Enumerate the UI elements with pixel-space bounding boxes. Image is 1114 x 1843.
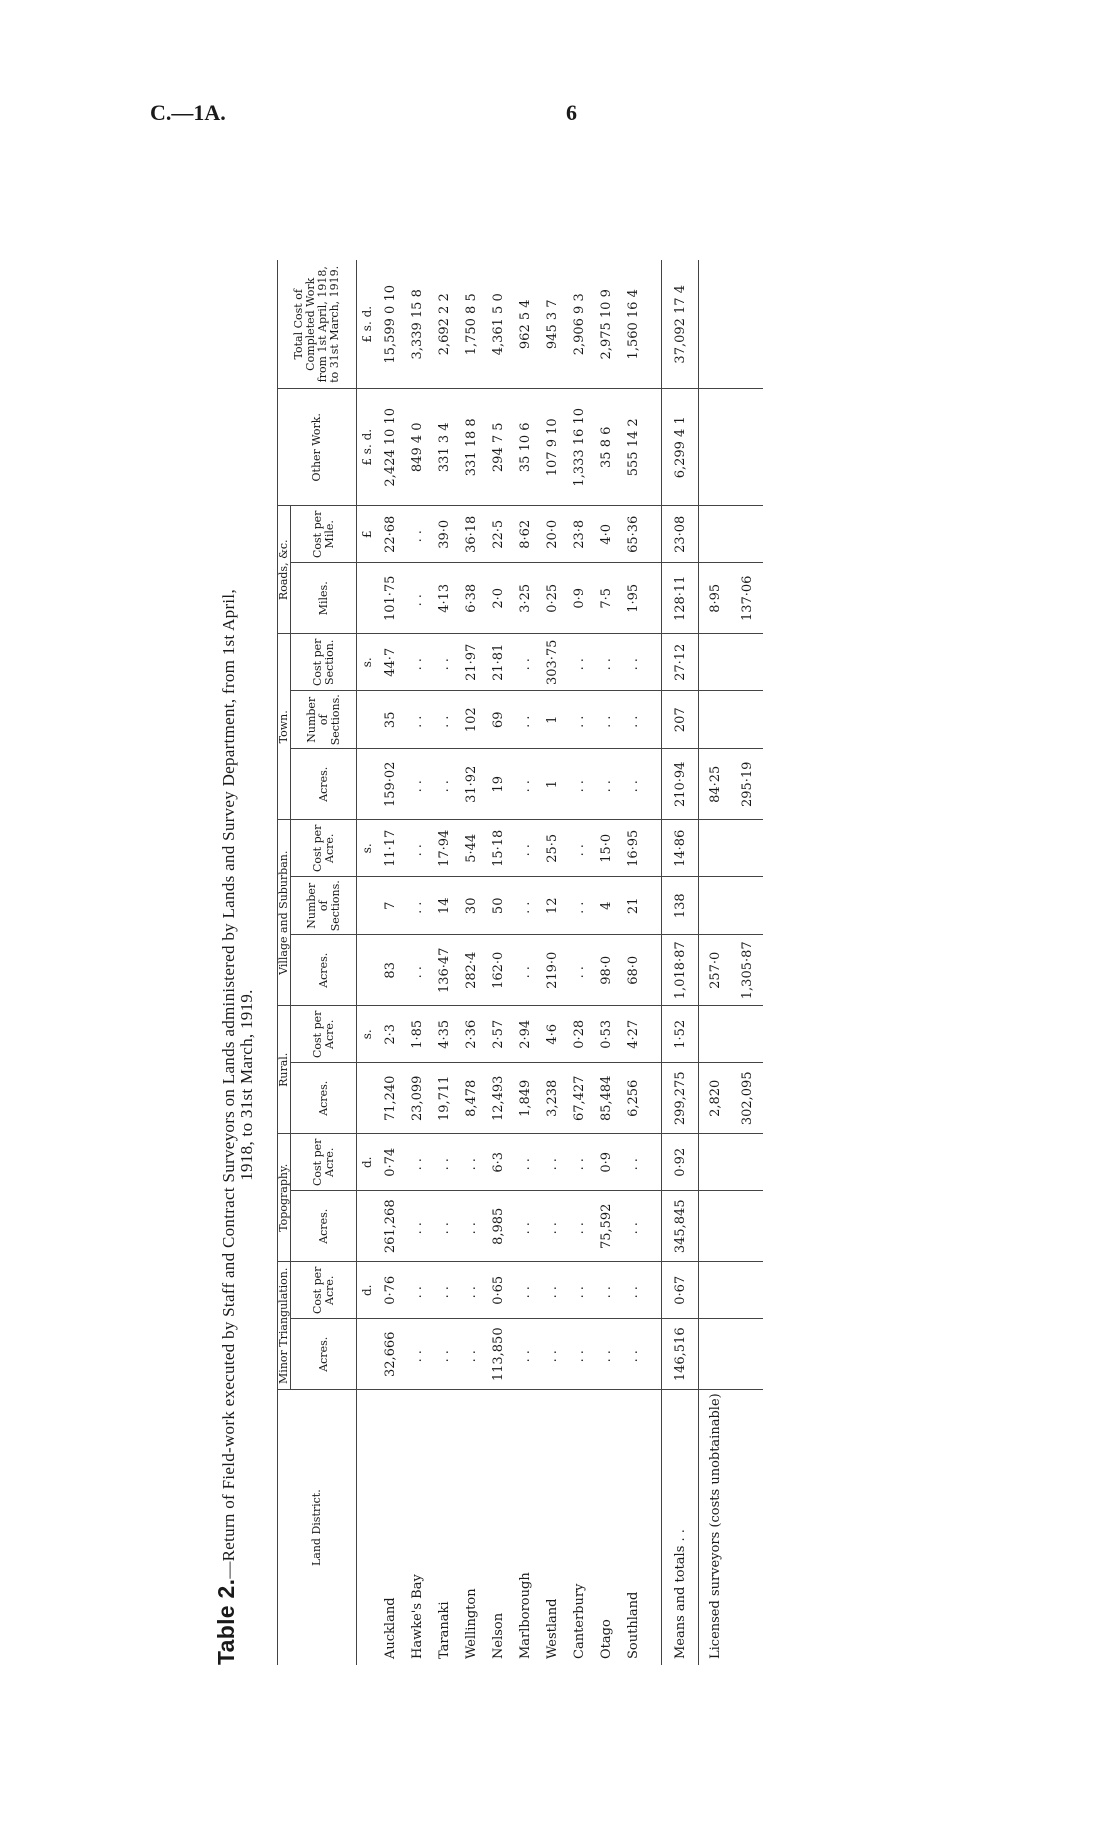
district-name: Wellington (464, 1588, 479, 1659)
col-acres: Acres. (291, 1191, 357, 1262)
table-cell: 331 3 4 (431, 389, 458, 506)
table-cell: 3,238 (539, 1063, 566, 1134)
spacer-cell (647, 877, 662, 935)
empty-cell (731, 1262, 763, 1319)
table-cell: 22·5 (485, 506, 512, 563)
table-cell: .. (431, 691, 458, 749)
table-cell: 2,906 9 3 (566, 260, 593, 389)
table-cell: .. (404, 877, 431, 935)
page-number: 6 (566, 100, 577, 125)
table-label: Table 2. (213, 1578, 239, 1665)
unit-label: s. (357, 820, 378, 877)
table-cell: 15,599 0 10 (377, 260, 404, 389)
table-cell: 1,560 16 4 (620, 260, 647, 389)
table-cell: 71,240 (377, 1063, 404, 1134)
table-cell: 4·35 (431, 1006, 458, 1063)
table-cell: 282·4 (458, 935, 485, 1006)
table-cell: 849 4 0 (404, 389, 431, 506)
empty-cell (731, 389, 763, 506)
table-cell: 21 (620, 877, 647, 935)
table-cell: .. (539, 1134, 566, 1191)
licensed-cell: 8·95 (699, 563, 732, 634)
table-row (566, 260, 593, 1665)
empty-cell (731, 634, 763, 691)
table-cell: 16·95 (620, 820, 647, 877)
table-cell: 4·0 (593, 506, 620, 563)
table-cell: .. (566, 1262, 593, 1319)
table-cell: .. (539, 1191, 566, 1262)
spacer-cell (647, 260, 662, 389)
table-cell: 8,985 (485, 1191, 512, 1262)
district-name: Southland (626, 1591, 641, 1659)
grand-total-row (731, 260, 763, 1665)
table-cell: 15·18 (485, 820, 512, 877)
table-cell: .. (620, 634, 647, 691)
spacer-cell (647, 563, 662, 634)
table-cell: 159·02 (377, 749, 404, 820)
table-cell: 12 (539, 877, 566, 935)
table-cell: .. (404, 1134, 431, 1191)
unit-label: £ (357, 506, 378, 563)
spacer-cell (647, 1390, 662, 1665)
spacer-cell (647, 634, 662, 691)
table-cell: 2,692 2 2 (431, 260, 458, 389)
district-name: Nelson (491, 1612, 506, 1659)
table-cell: 2,424 10 10 (377, 389, 404, 506)
col-acres: Acres. (291, 935, 357, 1006)
col-cost-per-mile: Cost per Mile. (291, 506, 357, 563)
table-cell: .. (593, 1319, 620, 1390)
table-cell: .. (512, 749, 539, 820)
col-cost-per-acre: Cost per Acre. (291, 1134, 357, 1191)
table-cell: .. (458, 1319, 485, 1390)
col-cost-per-section: Cost per Section. (291, 634, 357, 691)
table-cell: 0·28 (566, 1006, 593, 1063)
table-cell: 2·57 (485, 1006, 512, 1063)
spacer-cell (647, 1134, 662, 1191)
table-cell: .. (620, 749, 647, 820)
table-cell: .. (620, 691, 647, 749)
table-cell: 69 (485, 691, 512, 749)
table-cell: 0·9 (593, 1134, 620, 1191)
table-cell: 0·74 (377, 1134, 404, 1191)
spacer-cell (647, 1191, 662, 1262)
table-cell: .. (566, 1191, 593, 1262)
table-cell: .. (566, 749, 593, 820)
table-cell: 4,361 5 0 (485, 260, 512, 389)
spacer-cell (647, 389, 662, 506)
total-cell: 345,845 (662, 1191, 699, 1262)
table-cell: 261,268 (377, 1191, 404, 1262)
table-cell: .. (431, 1134, 458, 1191)
district-name: Marlborough (518, 1572, 533, 1659)
district-name: Westland (545, 1598, 560, 1659)
total-cell: 210·94 (662, 749, 699, 820)
table-cell: .. (404, 749, 431, 820)
table-cell: 21·97 (458, 634, 485, 691)
table-cell: .. (431, 1319, 458, 1390)
total-cell: 146,516 (662, 1319, 699, 1390)
total-cell: 37,092 17 4 (662, 260, 699, 389)
table-cell: 12,493 (485, 1063, 512, 1134)
table-cell: .. (566, 634, 593, 691)
total-cell: 0·67 (662, 1262, 699, 1319)
table-cell: 303·75 (539, 634, 566, 691)
table-cell: 162·0 (485, 935, 512, 1006)
table-cell: 1·85 (404, 1006, 431, 1063)
table-cell: 6,256 (620, 1063, 647, 1134)
doc-ref: C.—1A. (150, 100, 226, 125)
table-cell: 21·81 (485, 634, 512, 691)
table-cell: .. (566, 691, 593, 749)
table-row (620, 260, 647, 1665)
empty-cell (699, 820, 732, 877)
empty-cell (699, 1262, 732, 1319)
unit-label: £ s. d. (357, 260, 378, 389)
grand-total-cell: 1,305·87 (731, 935, 763, 1006)
table-cell: 83 (377, 935, 404, 1006)
totals-label: Means and totals . . (662, 1390, 699, 1665)
table-row (485, 260, 512, 1665)
table-cell: .. (593, 749, 620, 820)
col-topography: Topography. (278, 1134, 291, 1262)
table-cell: 39·0 (431, 506, 458, 563)
col-acres: Acres. (291, 1319, 357, 1390)
table-cell: 23,099 (404, 1063, 431, 1134)
spacer-cell (647, 1319, 662, 1390)
total-cell: 6,299 4 1 (662, 389, 699, 506)
licensed-cell: 2,820 (699, 1063, 732, 1134)
empty-cell (731, 506, 763, 563)
spacer-cell (647, 1262, 662, 1319)
table-cell: 101·75 (377, 563, 404, 634)
table-cell: 0·76 (377, 1262, 404, 1319)
table-cell: 11·17 (377, 820, 404, 877)
table-cell: .. (593, 634, 620, 691)
table-cell: 945 3 7 (539, 260, 566, 389)
table-cell: .. (458, 1262, 485, 1319)
table-row (539, 260, 566, 1665)
table-row (458, 260, 485, 1665)
col-cost-per-acre: Cost per Acre. (291, 1006, 357, 1063)
table-cell: .. (620, 1134, 647, 1191)
table-cell: .. (458, 1191, 485, 1262)
grand-total-cell: 295·19 (731, 749, 763, 820)
table-cell: .. (431, 1262, 458, 1319)
table-cell: 6·38 (458, 563, 485, 634)
table-cell: 555 14 2 (620, 389, 647, 506)
spacer-cell (647, 1006, 662, 1063)
table-cell: 85,484 (593, 1063, 620, 1134)
empty-cell (699, 506, 732, 563)
table-cell: 1·95 (620, 563, 647, 634)
table-cell: .. (512, 1134, 539, 1191)
table-cell: .. (566, 1319, 593, 1390)
table-row (377, 260, 404, 1665)
total-cell: 1,018·87 (662, 935, 699, 1006)
empty-cell (731, 1319, 763, 1390)
table-cell: 2·36 (458, 1006, 485, 1063)
table-cell: 98·0 (593, 935, 620, 1006)
table-cell: .. (566, 820, 593, 877)
rotated-table-page (215, 65, 1114, 1665)
table-cell: 25·5 (539, 820, 566, 877)
unit-label: d. (357, 1134, 378, 1191)
totals-row (662, 260, 699, 1665)
table-cell: 14 (431, 877, 458, 935)
table-cell: 35 10 6 (512, 389, 539, 506)
table-cell: 67,427 (566, 1063, 593, 1134)
table-cell: 3,339 15 8 (404, 260, 431, 389)
table-cell: 20·0 (539, 506, 566, 563)
table-cell: 0·65 (485, 1262, 512, 1319)
table-cell: 15·0 (593, 820, 620, 877)
table-cell: 5·44 (458, 820, 485, 877)
empty-cell (731, 691, 763, 749)
empty-cell (731, 1191, 763, 1262)
table-row (431, 260, 458, 1665)
col-minor-triangulation: Minor Triangulation. (278, 1262, 291, 1390)
table-row (512, 260, 539, 1665)
table-cell: 8,478 (458, 1063, 485, 1134)
col-total-cost: Total Cost of Completed Work from 1st April, 1918, to 31st March, 1919. (278, 260, 357, 389)
table-cell: 102 (458, 691, 485, 749)
district-name: Canterbury (572, 1583, 587, 1659)
col-number-of-sections: Number of Sections. (291, 877, 357, 935)
empty-cell (699, 260, 732, 389)
unit-label: d. (357, 1262, 378, 1319)
unit-label: £ s. d. (357, 389, 378, 506)
table-cell: 113,850 (485, 1319, 512, 1390)
col-number-of-sections: Number of Sections. (291, 691, 357, 749)
table-cell: .. (404, 634, 431, 691)
table-title-line2: 1918, to 31st March, 1919. (237, 989, 256, 1181)
table-cell: 0·53 (593, 1006, 620, 1063)
table-cell: 30 (458, 877, 485, 935)
col-acres: Acres. (291, 1063, 357, 1134)
table-cell: .. (404, 820, 431, 877)
table-cell: 2,975 10 9 (593, 260, 620, 389)
empty-cell (699, 691, 732, 749)
table-cell: 4·6 (539, 1006, 566, 1063)
total-cell: 299,275 (662, 1063, 699, 1134)
licensed-cell: 257·0 (699, 935, 732, 1006)
empty-cell (731, 1006, 763, 1063)
table-cell: 31·92 (458, 749, 485, 820)
table-cell: 19 (485, 749, 512, 820)
empty-cell (699, 877, 732, 935)
total-cell: 14·86 (662, 820, 699, 877)
district-name: Auckland (383, 1597, 398, 1659)
table-cell: .. (620, 1262, 647, 1319)
table-cell: 6·3 (485, 1134, 512, 1191)
table-cell: .. (404, 1319, 431, 1390)
total-cell: 0·92 (662, 1134, 699, 1191)
table-cell: .. (620, 1319, 647, 1390)
table-cell: 44·7 (377, 634, 404, 691)
total-cell: 1·52 (662, 1006, 699, 1063)
table-cell: .. (539, 1262, 566, 1319)
table-cell: .. (593, 691, 620, 749)
table-cell: 23·8 (566, 506, 593, 563)
col-other-work: Other Work. (278, 389, 357, 506)
unit-label: s. (357, 1006, 378, 1063)
spacer-cell (647, 935, 662, 1006)
empty-cell (699, 389, 732, 506)
table-cell: 17·94 (431, 820, 458, 877)
table-cell: .. (404, 1262, 431, 1319)
table-cell: 19,711 (431, 1063, 458, 1134)
district-name: Otago (599, 1619, 614, 1659)
table-cell: .. (539, 1319, 566, 1390)
table-cell: .. (566, 877, 593, 935)
col-acres: Acres. (291, 749, 357, 820)
spacer-cell (647, 820, 662, 877)
table-cell: .. (431, 749, 458, 820)
col-cost-per-acre: Cost per Acre. (291, 1262, 357, 1319)
table-cell: .. (566, 1134, 593, 1191)
table-cell: .. (404, 691, 431, 749)
table-cell: 219·0 (539, 935, 566, 1006)
table-cell: .. (431, 1191, 458, 1262)
table-cell: 50 (485, 877, 512, 935)
grand-total-cell: 302,095 (731, 1063, 763, 1134)
empty-cell (731, 260, 763, 389)
table-cell: 331 18 8 (458, 389, 485, 506)
spacer-cell (647, 1063, 662, 1134)
table-cell: 35 8 6 (593, 389, 620, 506)
total-cell: 207 (662, 691, 699, 749)
table-cell: 136·47 (431, 935, 458, 1006)
col-rural: Rural. (278, 1006, 291, 1134)
table-cell: .. (512, 820, 539, 877)
table-cell: 1,849 (512, 1063, 539, 1134)
empty-cell (731, 877, 763, 935)
table-cell: 3·25 (512, 563, 539, 634)
table-cell: 7·5 (593, 563, 620, 634)
table-cell: .. (431, 634, 458, 691)
table-cell: .. (512, 634, 539, 691)
col-village-suburban: Village and Suburban. (278, 820, 291, 1006)
empty-cell (699, 1191, 732, 1262)
spacer-cell (647, 691, 662, 749)
table-cell: .. (512, 1191, 539, 1262)
table-cell: .. (512, 1319, 539, 1390)
grand-total-cell: 137·06 (731, 563, 763, 634)
fieldwork-table (277, 260, 763, 1665)
table-cell: .. (404, 1191, 431, 1262)
table-cell: .. (404, 935, 431, 1006)
table-cell: 7 (377, 877, 404, 935)
col-cost-per-acre: Cost per Acre. (291, 820, 357, 877)
table-cell: 4 (593, 877, 620, 935)
total-cell: 138 (662, 877, 699, 935)
table-cell: 36·18 (458, 506, 485, 563)
district-name: Taranaki (437, 1601, 452, 1659)
table-cell: 75,592 (593, 1191, 620, 1262)
table-cell: 8·62 (512, 506, 539, 563)
licensed-row (699, 260, 732, 1665)
table-cell: .. (404, 506, 431, 563)
table-cell: .. (512, 691, 539, 749)
table-cell: 4·27 (620, 1006, 647, 1063)
table-cell: 2·3 (377, 1006, 404, 1063)
table-cell: 0·9 (566, 563, 593, 634)
table-cell: .. (620, 1191, 647, 1262)
col-land-district: Land District. (278, 1390, 357, 1665)
table-body (357, 260, 764, 1665)
empty-cell (699, 1134, 732, 1191)
table-cell: 2·94 (512, 1006, 539, 1063)
table-cell: 65·36 (620, 506, 647, 563)
table-cell: 294 7 5 (485, 389, 512, 506)
empty-cell (731, 1390, 763, 1665)
table-cell: 1,333 16 10 (566, 389, 593, 506)
district-name: Hawke's Bay (410, 1574, 425, 1659)
empty-cell (699, 1319, 732, 1390)
table-cell: .. (458, 1134, 485, 1191)
table-cell: 32,666 (377, 1319, 404, 1390)
table-row (404, 260, 431, 1665)
table-cell: 107 9 10 (539, 389, 566, 506)
table-cell: 0·25 (539, 563, 566, 634)
table-cell: 1 (539, 749, 566, 820)
total-cell: 27·12 (662, 634, 699, 691)
table-cell: .. (404, 563, 431, 634)
table-cell: 4·13 (431, 563, 458, 634)
table-title-text: —Return of Field-work executed by Staff and Contract Surveyors on Lands administered by Lands and Survey Department, from 1st April, (219, 588, 238, 1579)
table-cell: 2·0 (485, 563, 512, 634)
table-cell: 22·68 (377, 506, 404, 563)
empty-cell (731, 1134, 763, 1191)
table-cell: 68·0 (620, 935, 647, 1006)
table-cell: .. (566, 935, 593, 1006)
table-cell: 962 5 4 (512, 260, 539, 389)
table-cell: .. (512, 935, 539, 1006)
unit-label: s. (357, 634, 378, 691)
total-cell: 128·11 (662, 563, 699, 634)
col-town: Town. (278, 634, 291, 820)
units-row (357, 260, 378, 1665)
col-roads: Roads, &c. (278, 506, 291, 634)
table-cell: .. (512, 877, 539, 935)
table-cell: .. (512, 1262, 539, 1319)
table-cell: 1 (539, 691, 566, 749)
empty-cell (699, 634, 732, 691)
spacer-cell (647, 506, 662, 563)
licensed-label: Licensed surveyors (costs unobtainable) (707, 1393, 723, 1659)
col-miles: Miles. (291, 563, 357, 634)
empty-cell (731, 820, 763, 877)
spacer-cell (647, 749, 662, 820)
table-cell: 35 (377, 691, 404, 749)
table-cell: .. (593, 1262, 620, 1319)
table-row (593, 260, 620, 1665)
table-cell: 1,750 8 5 (458, 260, 485, 389)
total-cell: 23·08 (662, 506, 699, 563)
empty-cell (699, 1006, 732, 1063)
licensed-cell: 84·25 (699, 749, 732, 820)
